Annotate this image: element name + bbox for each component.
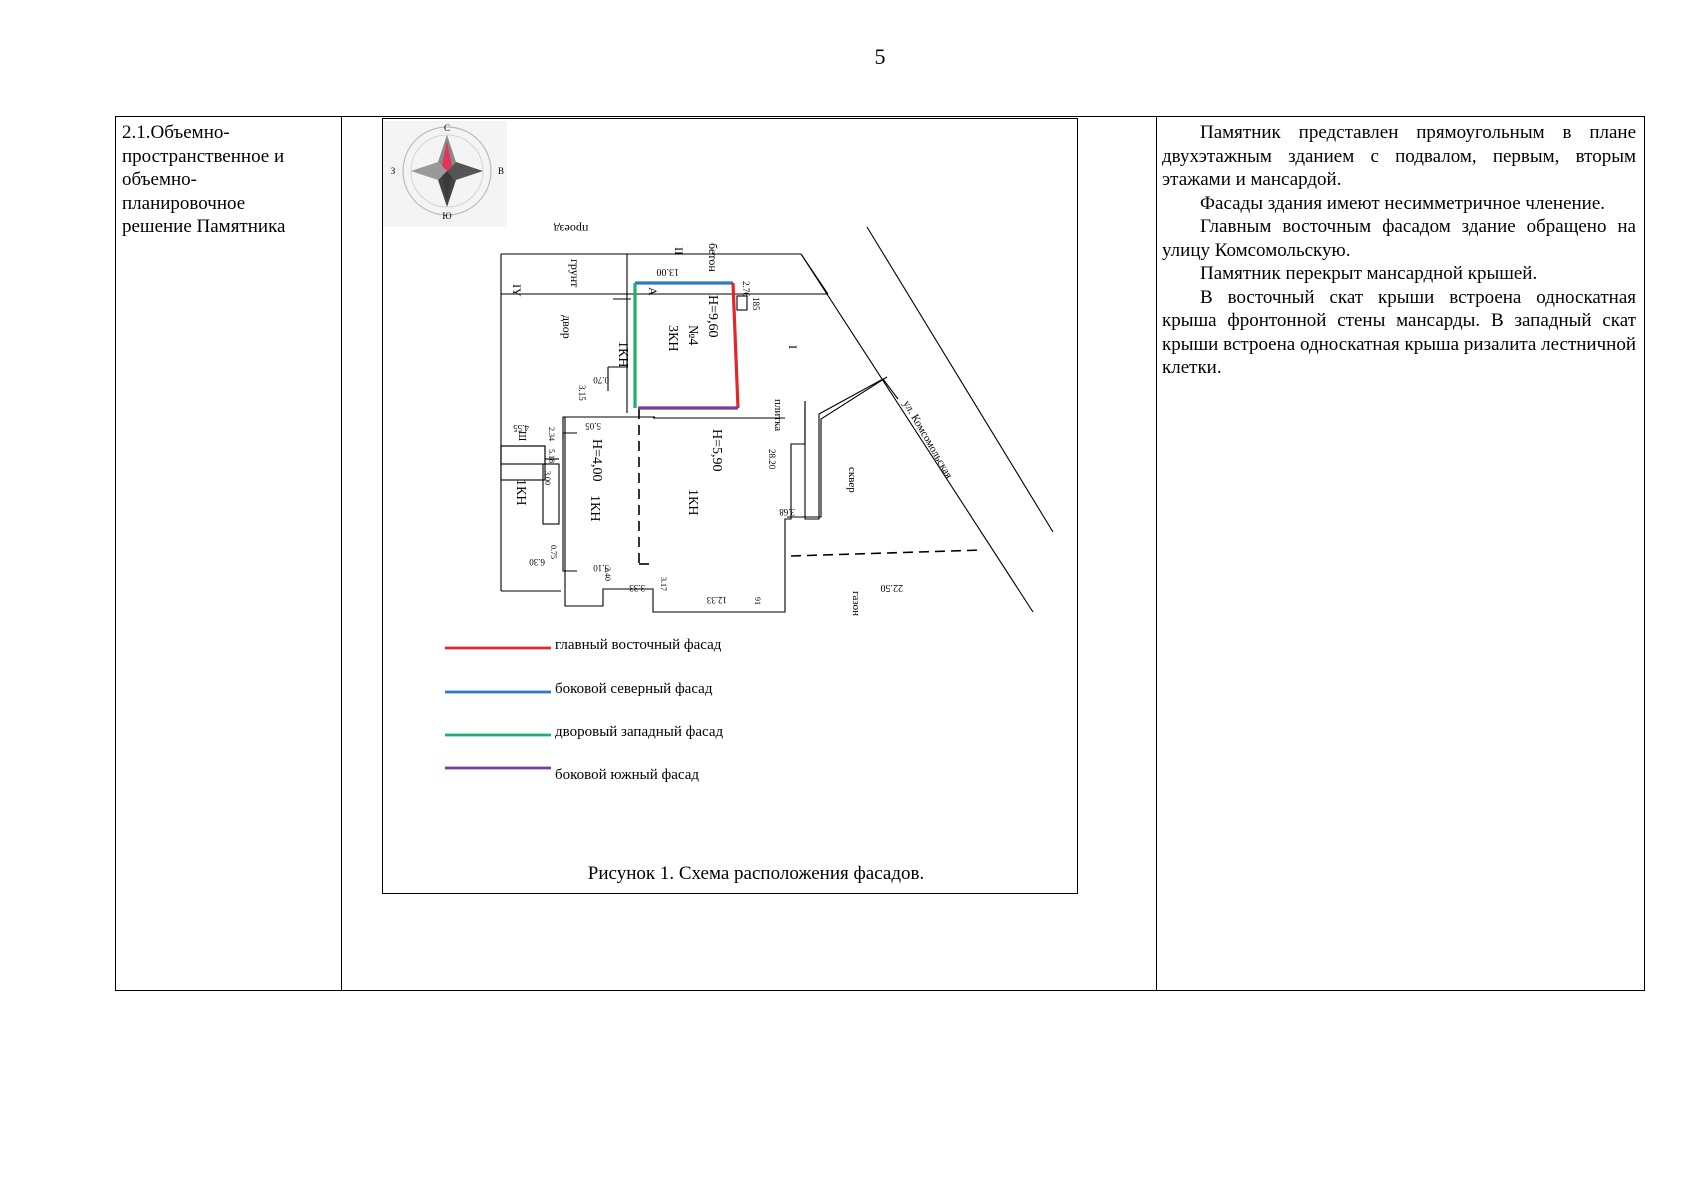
description-paragraph: Фасады здания имеют несимметричное членение.	[1200, 192, 1606, 214]
section-title: 2.1.Объемно- пространственное и объемно- планировочное решение Памятника	[122, 122, 286, 237]
description-paragraph: Памятник представлен прямоугольным в плане двухэтажным зданием с подвалом, первым, вторым этажами и мансардой.	[1162, 122, 1636, 190]
plan-labels	[510, 222, 955, 616]
label-proezd: проезд	[553, 222, 589, 236]
label-iy: IY	[510, 284, 524, 297]
label-1kn-c: 1КН	[685, 489, 700, 516]
label-1233: 12.33	[706, 595, 727, 605]
legend-item-east	[445, 637, 722, 653]
label-grunt: грунт	[568, 259, 582, 288]
label-510: 5.10	[593, 563, 609, 573]
label-505: 5.05	[585, 421, 601, 431]
description-cell	[1157, 117, 1645, 991]
label-070: 0.70	[593, 375, 609, 385]
label-plitka: плитка	[772, 399, 784, 432]
label-2820: 28.20	[767, 449, 777, 470]
compass-rose-icon	[383, 121, 507, 227]
description-paragraph: В восточный скат крыши встроена односкатная крыша фронтонной стены мансарды. В западный скат крыши встроена односкатная крыша ризалита лестничной клетки.	[1162, 286, 1636, 378]
label-dvor: двор	[560, 315, 574, 339]
label-317: 3.17	[659, 577, 668, 591]
label-a: А	[646, 287, 660, 296]
label-075: 0.75	[549, 545, 558, 559]
legend-label: дворовый западный фасад	[555, 724, 724, 740]
label-no4: №4	[685, 325, 700, 346]
label-276: 2.76	[741, 281, 751, 297]
compass-west-label: З	[390, 166, 396, 176]
label-234: 2.34	[547, 427, 556, 441]
label-185: 185	[751, 297, 761, 311]
description	[1157, 117, 1644, 380]
description-paragraph: Главным восточным фасадом здание обращено на улицу Комсомольскую.	[1162, 216, 1636, 261]
label-ii: II	[672, 247, 686, 255]
label-1300: 13.00	[656, 266, 679, 277]
figure-caption: Рисунок 1. Схема расположения фасадов.	[587, 863, 925, 884]
page-number: 5	[874, 44, 886, 69]
section-cell	[116, 117, 342, 991]
label-333: 3.33	[629, 583, 645, 593]
label-street: ул. Комсомольская	[900, 398, 955, 481]
label-3kn: 3КН	[665, 325, 680, 352]
label-455: 4.55	[513, 423, 529, 433]
label-roman-i: I	[786, 345, 800, 349]
label-315: 3.15	[577, 385, 587, 401]
legend-item-north	[445, 681, 713, 697]
label-skver: сквер	[846, 467, 858, 493]
label-h400: Н=4,00	[589, 439, 604, 482]
legend	[445, 637, 724, 783]
legend-item-west	[445, 724, 724, 740]
compass-south-label: Ю	[442, 211, 452, 221]
label-beton: бетон	[706, 243, 720, 272]
label-1kn-b: 1КН	[587, 495, 602, 522]
compass-north-label: С	[443, 123, 451, 133]
label-300: 3.00	[543, 471, 552, 485]
legend-label: главный восточный фасад	[555, 637, 722, 653]
compass-east-label: В	[497, 166, 505, 176]
figure-frame	[382, 118, 1078, 894]
label-1kn-left: 1КН	[615, 341, 630, 368]
legend-item-south	[445, 767, 699, 783]
label-240: 2.40	[603, 567, 612, 581]
label-h590: Н=5,90	[709, 429, 724, 472]
label-368: 3.68	[779, 507, 795, 517]
document-table	[115, 116, 1645, 991]
label-ip: Ш	[516, 431, 527, 442]
label-630: 6.30	[529, 557, 545, 567]
label-2250: 22.50	[880, 582, 903, 593]
legend-label: боковой южный фасад	[555, 767, 700, 783]
label-91: 91	[753, 597, 762, 605]
label-gazon: газон	[850, 591, 862, 617]
site-plan	[383, 119, 1077, 893]
description-paragraph: Памятник перекрыт мансардной крышей.	[1200, 263, 1538, 284]
facade-lines	[635, 283, 738, 408]
label-h960: Н=9,60	[705, 295, 720, 338]
label-1kn-a: 1КН	[513, 479, 528, 506]
figure-cell	[342, 117, 1157, 991]
legend-label: боковой северный фасад	[555, 681, 713, 697]
label-518: 5.18	[547, 449, 556, 463]
